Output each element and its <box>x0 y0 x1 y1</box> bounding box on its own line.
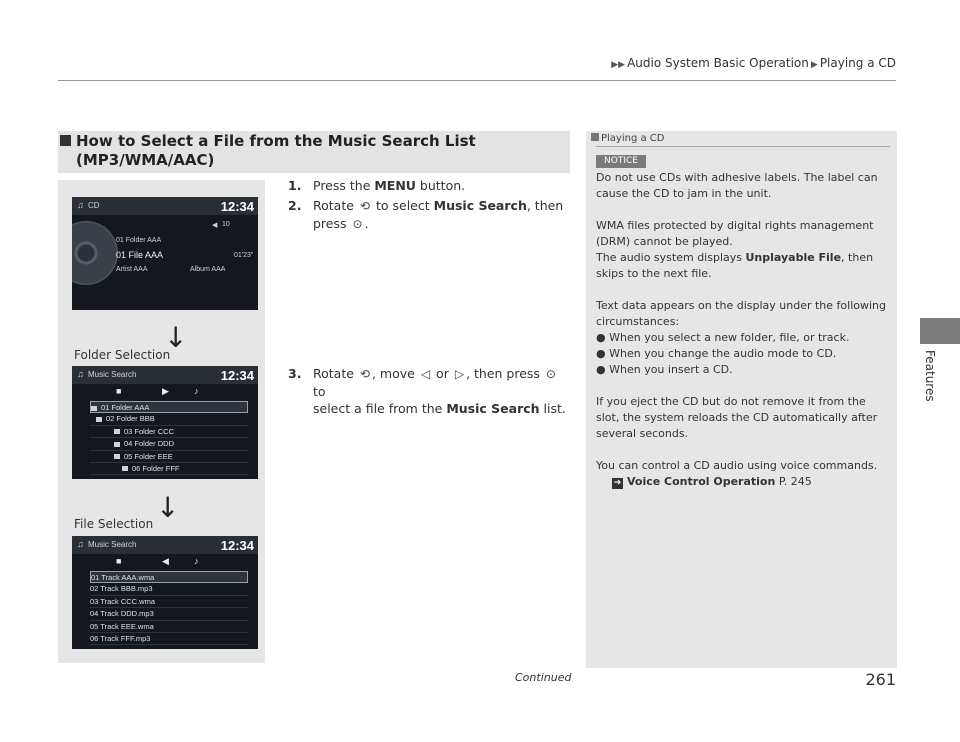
music-note-icon: ♪ <box>194 556 199 566</box>
note-divider <box>596 146 890 147</box>
arrow-down-icon: ↓ <box>156 491 180 524</box>
left-arrow-icon: ◀ <box>162 556 169 566</box>
cd-disc-icon <box>72 221 118 285</box>
music-note-icon: ♫ <box>77 539 84 549</box>
note-bullet: ● When you change the audio mode to CD. <box>596 347 837 360</box>
screen-clock: 12:34 <box>220 199 254 214</box>
folder-icon <box>114 429 120 434</box>
folder-list <box>90 401 248 475</box>
screen-header-label: Music Search <box>88 370 137 379</box>
breadcrumb-part1[interactable]: Audio System Basic Operation <box>627 56 809 70</box>
file-list <box>90 571 248 645</box>
screen-file-selection <box>72 536 258 649</box>
rotate-knob-icon: ⟲ <box>359 367 370 381</box>
note-body <box>596 170 892 506</box>
press-knob-icon: ⊙ <box>352 217 363 231</box>
list-item[interactable]: 01 Track AAA.wma <box>90 571 248 583</box>
note-marker-icon <box>591 133 599 141</box>
breadcrumb-arrow-icon: ▶ <box>810 60 818 70</box>
cd-elapsed-time: 01'23" <box>234 252 254 259</box>
note-paragraph: You can control a CD audio using voice commands. ➔ Voice Control Operation P. 245 <box>596 458 892 490</box>
volume-level: 10 <box>222 221 230 228</box>
folder-selection-caption: Folder Selection <box>74 348 171 362</box>
nav-strip <box>112 386 232 398</box>
header-divider <box>58 80 896 81</box>
notice-badge: NOTICE <box>596 155 646 168</box>
screen-cd-playing <box>72 197 258 310</box>
right-arrow-icon: ▶ <box>162 386 169 396</box>
list-item[interactable]: 03 Track CCC.wma <box>90 596 248 608</box>
breadcrumb <box>609 56 896 70</box>
folder-icon: ■ <box>116 556 122 566</box>
screen-folder-selection <box>72 366 258 479</box>
screen-clock: 12:34 <box>220 368 254 383</box>
folder-icon <box>122 466 128 471</box>
cd-file: 01 File AAA <box>116 250 164 260</box>
square-bullet-icon <box>60 135 71 146</box>
volume-icon: ◀ <box>212 222 218 229</box>
arrow-down-icon: ↓ <box>164 321 188 354</box>
music-note-icon: ♫ <box>77 369 84 379</box>
list-item[interactable]: 03 Folder CCC <box>90 426 248 438</box>
breadcrumb-arrow-icon: ▶▶ <box>611 60 626 70</box>
screen-header <box>72 366 258 384</box>
nav-strip <box>112 556 232 568</box>
screen-header <box>72 197 258 215</box>
note-bullet: ● When you insert a CD. <box>596 363 733 376</box>
note-paragraph: Text data appears on the display under the following circumstances: ● When you select a new folder, file, or track. ● When you change the audio mode to CD. ● When you insert a CD. <box>596 298 892 378</box>
folder-icon <box>96 417 102 422</box>
cd-artist: Artist AAA <box>116 266 148 273</box>
folder-icon <box>91 406 97 411</box>
section-title: How to Select a File from the Music Search List (MP3/WMA/AAC) <box>76 132 476 169</box>
note-paragraph: WMA files protected by digital rights management (DRM) cannot be played. The audio system displays Unplayable File, then skips to the next file. <box>596 219 874 280</box>
screen-header-label: Music Search <box>88 540 137 549</box>
cd-album: Album AAA <box>190 266 226 273</box>
section-heading <box>58 131 570 173</box>
screen-header-label: CD <box>88 201 100 210</box>
list-item[interactable]: 02 Track BBB.mp3 <box>90 583 248 595</box>
note-paragraph: If you eject the CD but do not remove it from the slot, the system reloads the CD automatically after several seconds. <box>596 395 878 440</box>
music-note-icon: ♪ <box>194 386 199 396</box>
list-item[interactable]: 04 Track DDD.mp3 <box>90 608 248 620</box>
press-knob-icon: ⊙ <box>545 367 556 381</box>
list-item[interactable]: 02 Folder BBB <box>90 413 248 425</box>
move-left-icon: ◁ <box>420 367 431 381</box>
chapter-label: Features <box>923 350 937 402</box>
folder-icon <box>114 442 120 447</box>
screen-clock: 12:34 <box>220 538 254 553</box>
list-item[interactable]: 05 Folder EEE <box>90 451 248 463</box>
screen-header <box>72 536 258 554</box>
page-number: 261 <box>865 670 896 689</box>
rotate-knob-icon: ⟲ <box>359 199 370 213</box>
note-bullet: ● When you select a new folder, file, or track. <box>596 331 850 344</box>
cross-reference-link[interactable]: ➔ Voice Control Operation P. 245 <box>613 475 812 488</box>
list-item[interactable]: 06 Folder FFF <box>90 463 248 475</box>
chapter-tab <box>920 318 960 344</box>
move-right-icon: ▷ <box>454 367 465 381</box>
list-item[interactable]: 01 Folder AAA <box>90 401 248 413</box>
cd-folder: 01 Folder AAA <box>116 237 162 244</box>
list-item[interactable]: 06 Track FFF.mp3 <box>90 633 248 645</box>
breadcrumb-part2[interactable]: Playing a CD <box>819 56 896 70</box>
list-item[interactable]: 04 Folder DDD <box>90 438 248 450</box>
music-note-icon: ♫ <box>77 200 84 210</box>
xref-arrow-icon: ➔ <box>613 478 622 488</box>
note-paragraph: Do not use CDs with adhesive labels. The label can cause the CD to jam in the unit. <box>596 171 878 200</box>
list-item[interactable]: 05 Track EEE.wma <box>90 621 248 633</box>
folder-icon <box>114 454 120 459</box>
folder-icon: ■ <box>116 386 122 396</box>
note-title: Playing a CD <box>591 133 665 144</box>
file-selection-caption: File Selection <box>74 517 154 531</box>
continued-label: Continued <box>515 671 572 684</box>
